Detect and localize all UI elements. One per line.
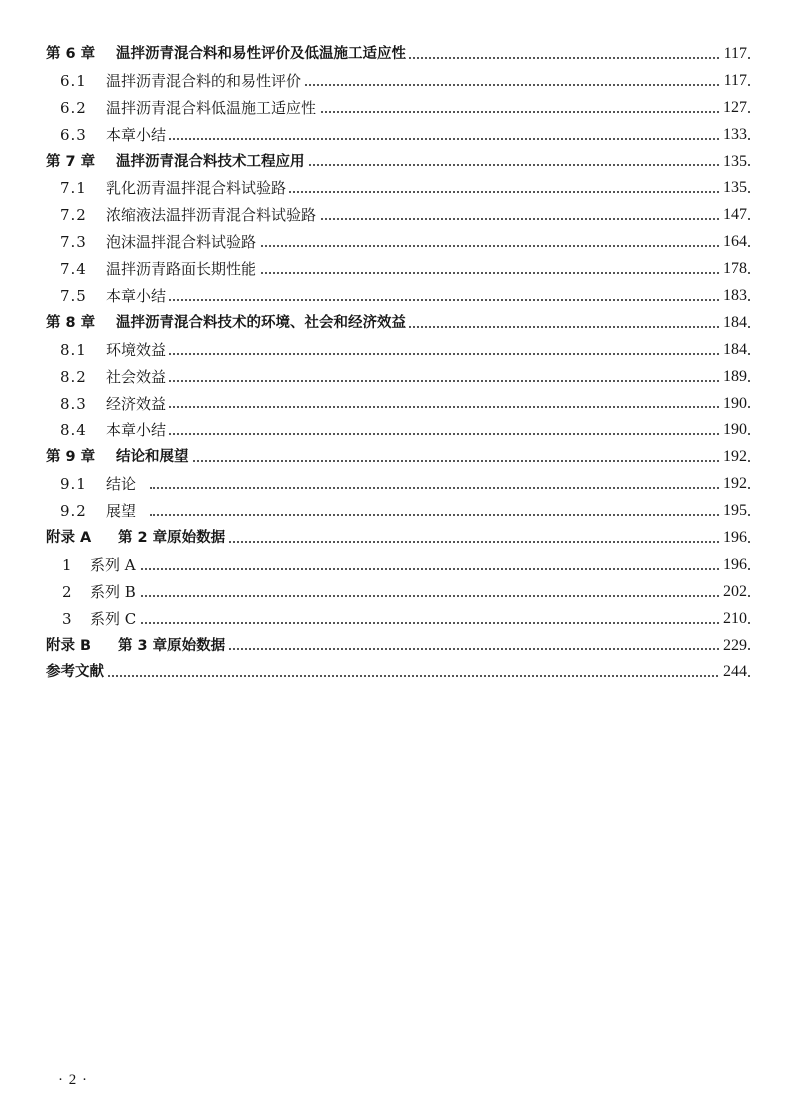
- dot-leader: [150, 525, 750, 552]
- toc-entry-section[interactable]: [0, 256, 790, 283]
- toc-entry-number: 7.4: [60, 260, 87, 279]
- toc-entry-chapter[interactable]: [0, 149, 790, 176]
- toc-entry-title: 经济效益: [106, 391, 169, 418]
- toc-entry-section[interactable]: [0, 471, 790, 498]
- toc-entry-number: 1: [62, 555, 72, 574]
- dot-leader: [100, 659, 750, 686]
- toc-entry-number: 第 9 章: [46, 449, 96, 466]
- toc-entry-appendix[interactable]: [0, 525, 790, 552]
- toc-entry-page: 202: [719, 579, 747, 606]
- toc-entry-number: 第 7 章: [46, 153, 96, 170]
- dot-leader: [130, 579, 750, 606]
- toc-entry-title: 泡沫温拌混合料试验路: [106, 229, 259, 256]
- toc-entry-title: 结论和展望: [116, 444, 192, 471]
- dot-leader: [150, 417, 750, 444]
- toc-entry-title: 展望: [106, 498, 139, 525]
- toc-entry-sub[interactable]: [0, 606, 790, 633]
- toc-entry-number: 6.1: [60, 71, 87, 90]
- toc-entry-number: 第 8 章: [46, 314, 96, 331]
- toc-entry-page: 133: [719, 122, 747, 149]
- toc-entry-title: 系列 C: [90, 606, 139, 633]
- toc-entry-title: 浓缩液法温拌沥青混合料试验路: [106, 202, 319, 229]
- toc-entry-section[interactable]: [0, 417, 790, 444]
- toc-entry-page: 192: [719, 471, 747, 498]
- toc-entry-section[interactable]: [0, 498, 790, 525]
- toc-entry-section[interactable]: [0, 68, 790, 95]
- toc-entry-section[interactable]: [0, 229, 790, 256]
- dot-leader: [150, 391, 750, 418]
- toc-entry-page: 190: [719, 417, 747, 444]
- toc-entry-number: 8.2: [60, 367, 87, 386]
- toc-entry-number: 7.3: [60, 233, 87, 252]
- toc-entry-number: 附录 B: [46, 637, 92, 654]
- toc-entry-page: 196: [719, 525, 747, 552]
- toc-entry-title: 社会效益: [106, 364, 169, 391]
- toc-entry-page: 147: [719, 202, 747, 229]
- toc-entry-title: 系列 B: [90, 579, 139, 606]
- toc-entry-number: 8.1: [60, 340, 87, 359]
- toc-entry-number: 9.2: [60, 502, 87, 521]
- toc-entry-page: 117: [720, 68, 747, 95]
- toc-entry-title: 温拌沥青混合料和易性评价及低温施工适应性: [116, 41, 409, 68]
- toc-entry-title: 第 3 章原始数据: [118, 633, 228, 660]
- toc-entry-number: 6.2: [60, 98, 87, 117]
- toc-entry-page: 183: [719, 283, 747, 310]
- toc-entry-number: 6.3: [60, 125, 87, 144]
- toc-entry-page: 190: [719, 391, 747, 418]
- dot-leader: [130, 552, 750, 579]
- dot-leader: [150, 337, 750, 364]
- toc-entry-page: 127: [719, 95, 747, 122]
- toc-entry-title: 乳化沥青温拌混合料试验路: [106, 175, 289, 202]
- toc-entry-sub[interactable]: [0, 552, 790, 579]
- toc-entry-page: 135: [719, 175, 747, 202]
- toc-entry-page: 178: [719, 256, 747, 283]
- toc-entry-title: 温拌沥青混合料技术工程应用: [116, 149, 308, 176]
- dot-leader: [130, 606, 750, 633]
- toc-entry-title: 温拌沥青混合料低温施工适应性: [106, 95, 319, 122]
- toc-entry-number: 7.1: [60, 179, 87, 198]
- dot-leader: [150, 122, 750, 149]
- toc-entry-page: 210: [719, 606, 747, 633]
- toc-entry-section[interactable]: [0, 122, 790, 149]
- toc-entry-number: 7.2: [60, 206, 87, 225]
- toc-entry-page: 244: [719, 659, 747, 686]
- dot-leader: [150, 498, 750, 525]
- toc-entry-title: 结论: [106, 471, 139, 498]
- dot-leader: [150, 283, 750, 310]
- toc-entry-title: 本章小结: [106, 122, 169, 149]
- toc-entry-page: 184: [719, 337, 747, 364]
- dot-leader: [150, 364, 750, 391]
- toc-entry-refs[interactable]: [0, 659, 790, 686]
- toc-entry-number: 8.3: [60, 394, 87, 413]
- toc-entry-section[interactable]: [0, 175, 790, 202]
- toc-entry-page: 189: [719, 364, 747, 391]
- toc-entry-page: 135: [719, 149, 747, 176]
- toc-entry-section[interactable]: [0, 364, 790, 391]
- toc-entry-page: 117: [720, 41, 747, 68]
- toc-entry-title: 第 2 章原始数据: [118, 525, 228, 552]
- toc-entry-number: 2: [62, 582, 72, 601]
- toc-entry-chapter[interactable]: [0, 41, 790, 68]
- toc-entry-number: 3: [62, 609, 72, 628]
- toc-entry-chapter[interactable]: [0, 444, 790, 471]
- toc-entry-number: 7.5: [60, 287, 87, 306]
- toc-entry-section[interactable]: [0, 95, 790, 122]
- toc-entry-title: 系列 A: [90, 552, 139, 579]
- dot-leader: [150, 444, 750, 471]
- toc-entry-title: 温拌沥青混合料技术的环境、社会和经济效益: [116, 310, 409, 337]
- toc-entry-title: 本章小结: [106, 283, 169, 310]
- toc-entry-page: 164: [719, 229, 747, 256]
- toc-entry-appendix[interactable]: [0, 633, 790, 660]
- toc-entry-sub[interactable]: [0, 579, 790, 606]
- toc-entry-chapter[interactable]: [0, 310, 790, 337]
- toc-entry-number: 附录 A: [46, 530, 92, 547]
- toc-entry-title: 温拌沥青混合料的和易性评价: [106, 68, 304, 95]
- toc-entry-section[interactable]: [0, 283, 790, 310]
- page-number: · 2 ·: [58, 1072, 88, 1088]
- toc-entry-page: 192: [719, 444, 747, 471]
- table-of-contents: [0, 41, 790, 686]
- toc-entry-section[interactable]: [0, 391, 790, 418]
- toc-entry-title: 本章小结: [106, 417, 169, 444]
- toc-entry-title: 参考文献: [46, 659, 107, 686]
- toc-entry-title: 温拌沥青路面长期性能: [106, 256, 259, 283]
- toc-entry-title: 环境效益: [106, 337, 169, 364]
- dot-leader: [150, 633, 750, 660]
- toc-entry-page: 195: [719, 498, 747, 525]
- dot-leader: [150, 471, 750, 498]
- toc-entry-number: 第 6 章: [46, 46, 96, 62]
- toc-entry-number: 9.1: [60, 475, 87, 494]
- toc-entry-section[interactable]: [0, 337, 790, 364]
- toc-entry-page: 196: [719, 552, 747, 579]
- toc-entry-section[interactable]: [0, 202, 790, 229]
- toc-entry-number: 8.4: [60, 421, 87, 440]
- toc-entry-page: 229: [719, 633, 747, 660]
- toc-entry-page: 184: [719, 310, 747, 337]
